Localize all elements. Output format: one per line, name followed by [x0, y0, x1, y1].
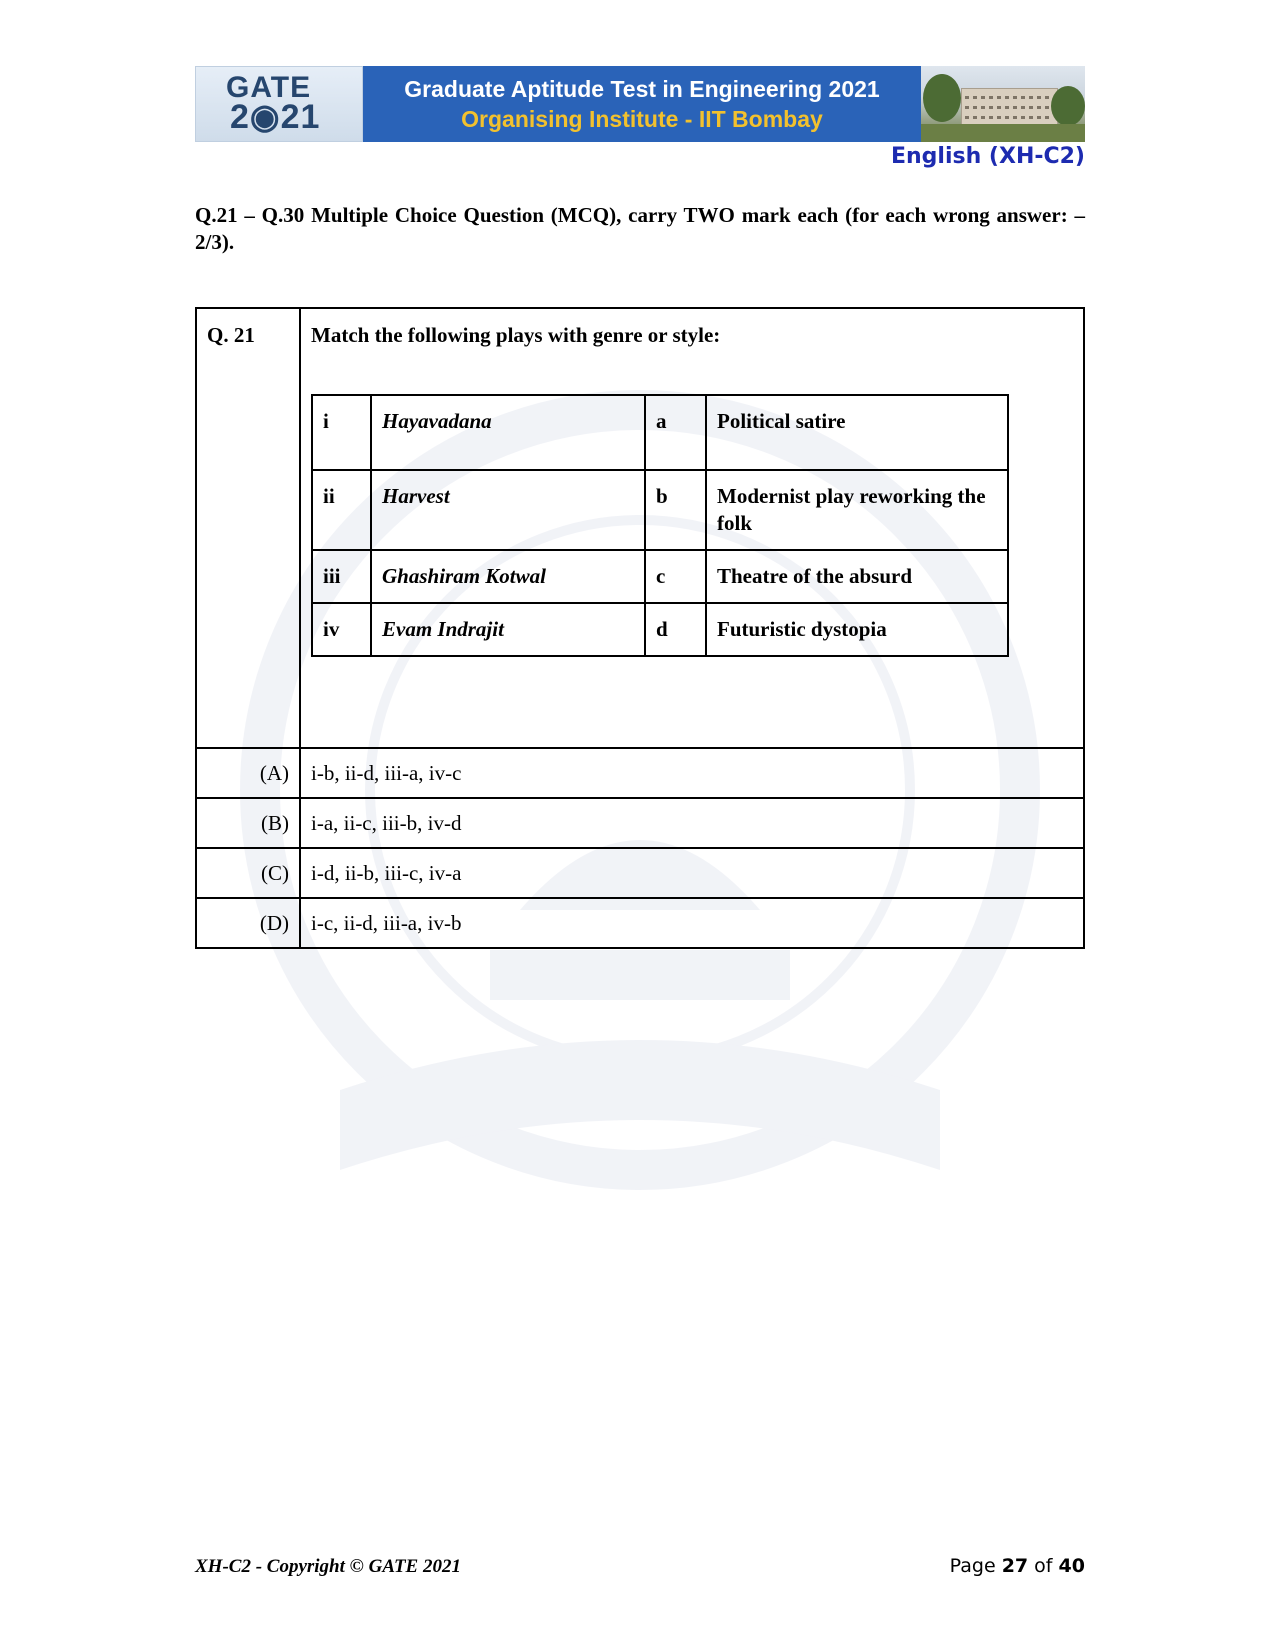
- question-body: [300, 308, 1084, 748]
- page-current: 27: [1001, 1555, 1029, 1577]
- option-label: (D): [196, 898, 300, 948]
- question-stem: Match the following plays with genre or style:: [311, 323, 721, 347]
- match-row: [312, 470, 1008, 550]
- option-row: [196, 748, 1084, 798]
- campus-photo: [921, 66, 1085, 142]
- left-id: ii: [312, 470, 371, 550]
- left-id: i: [312, 395, 371, 470]
- question-number: Q. 21: [196, 308, 300, 748]
- genre: Political satire: [706, 395, 1008, 470]
- play-title: Evam Indrajit: [371, 603, 645, 656]
- subject-code: English (XH-C2): [890, 144, 1085, 169]
- play-title: Hayavadana: [371, 395, 645, 470]
- banner-title-line2: Organising Institute - IIT Bombay: [461, 106, 823, 132]
- question-table: [195, 307, 1085, 949]
- right-id: b: [645, 470, 706, 550]
- left-id: iii: [312, 550, 371, 603]
- genre: Theatre of the absurd: [706, 550, 1008, 603]
- gate-logo: [195, 66, 363, 142]
- match-row: [312, 550, 1008, 603]
- play-title: Ghashiram Kotwal: [371, 550, 645, 603]
- genre: Futuristic dystopia: [706, 603, 1008, 656]
- header-banner: [195, 66, 1085, 142]
- option-text: i-c, ii-d, iii-a, iv-b: [300, 898, 1084, 948]
- option-label: (B): [196, 798, 300, 848]
- logo-year-text: 2◉21: [230, 98, 321, 136]
- option-row: [196, 798, 1084, 848]
- left-id: iv: [312, 603, 371, 656]
- match-row: [312, 603, 1008, 656]
- option-label: (A): [196, 748, 300, 798]
- option-row: [196, 898, 1084, 948]
- play-title: Harvest: [371, 470, 645, 550]
- option-row: [196, 848, 1084, 898]
- option-text: i-a, ii-c, iii-b, iv-d: [300, 798, 1084, 848]
- section-instructions: Q.21 – Q.30 Multiple Choice Question (MCQ), carry TWO mark each (for each wrong answer: – 2/3).: [195, 203, 1085, 254]
- genre: Modernist play reworking the folk: [706, 470, 1008, 550]
- page-sep: of: [1028, 1555, 1059, 1577]
- footer-copyright: XH-C2 - Copyright © GATE 2021: [195, 1556, 461, 1577]
- option-label: (C): [196, 848, 300, 898]
- match-row: [312, 395, 1008, 470]
- page-prefix: Page: [949, 1555, 1002, 1577]
- banner-title-line1: Graduate Aptitude Test in Engineering 2021: [404, 76, 880, 102]
- right-id: a: [645, 395, 706, 470]
- logo-gate-text: GATE: [226, 71, 312, 104]
- option-text: i-d, ii-b, iii-c, iv-a: [300, 848, 1084, 898]
- right-id: c: [645, 550, 706, 603]
- right-id: d: [645, 603, 706, 656]
- footer-page-number: [950, 1555, 1085, 1577]
- option-text: i-b, ii-d, iii-a, iv-c: [300, 748, 1084, 798]
- banner-title: [363, 66, 921, 142]
- match-table: [311, 394, 1009, 657]
- page-total: 40: [1058, 1555, 1085, 1577]
